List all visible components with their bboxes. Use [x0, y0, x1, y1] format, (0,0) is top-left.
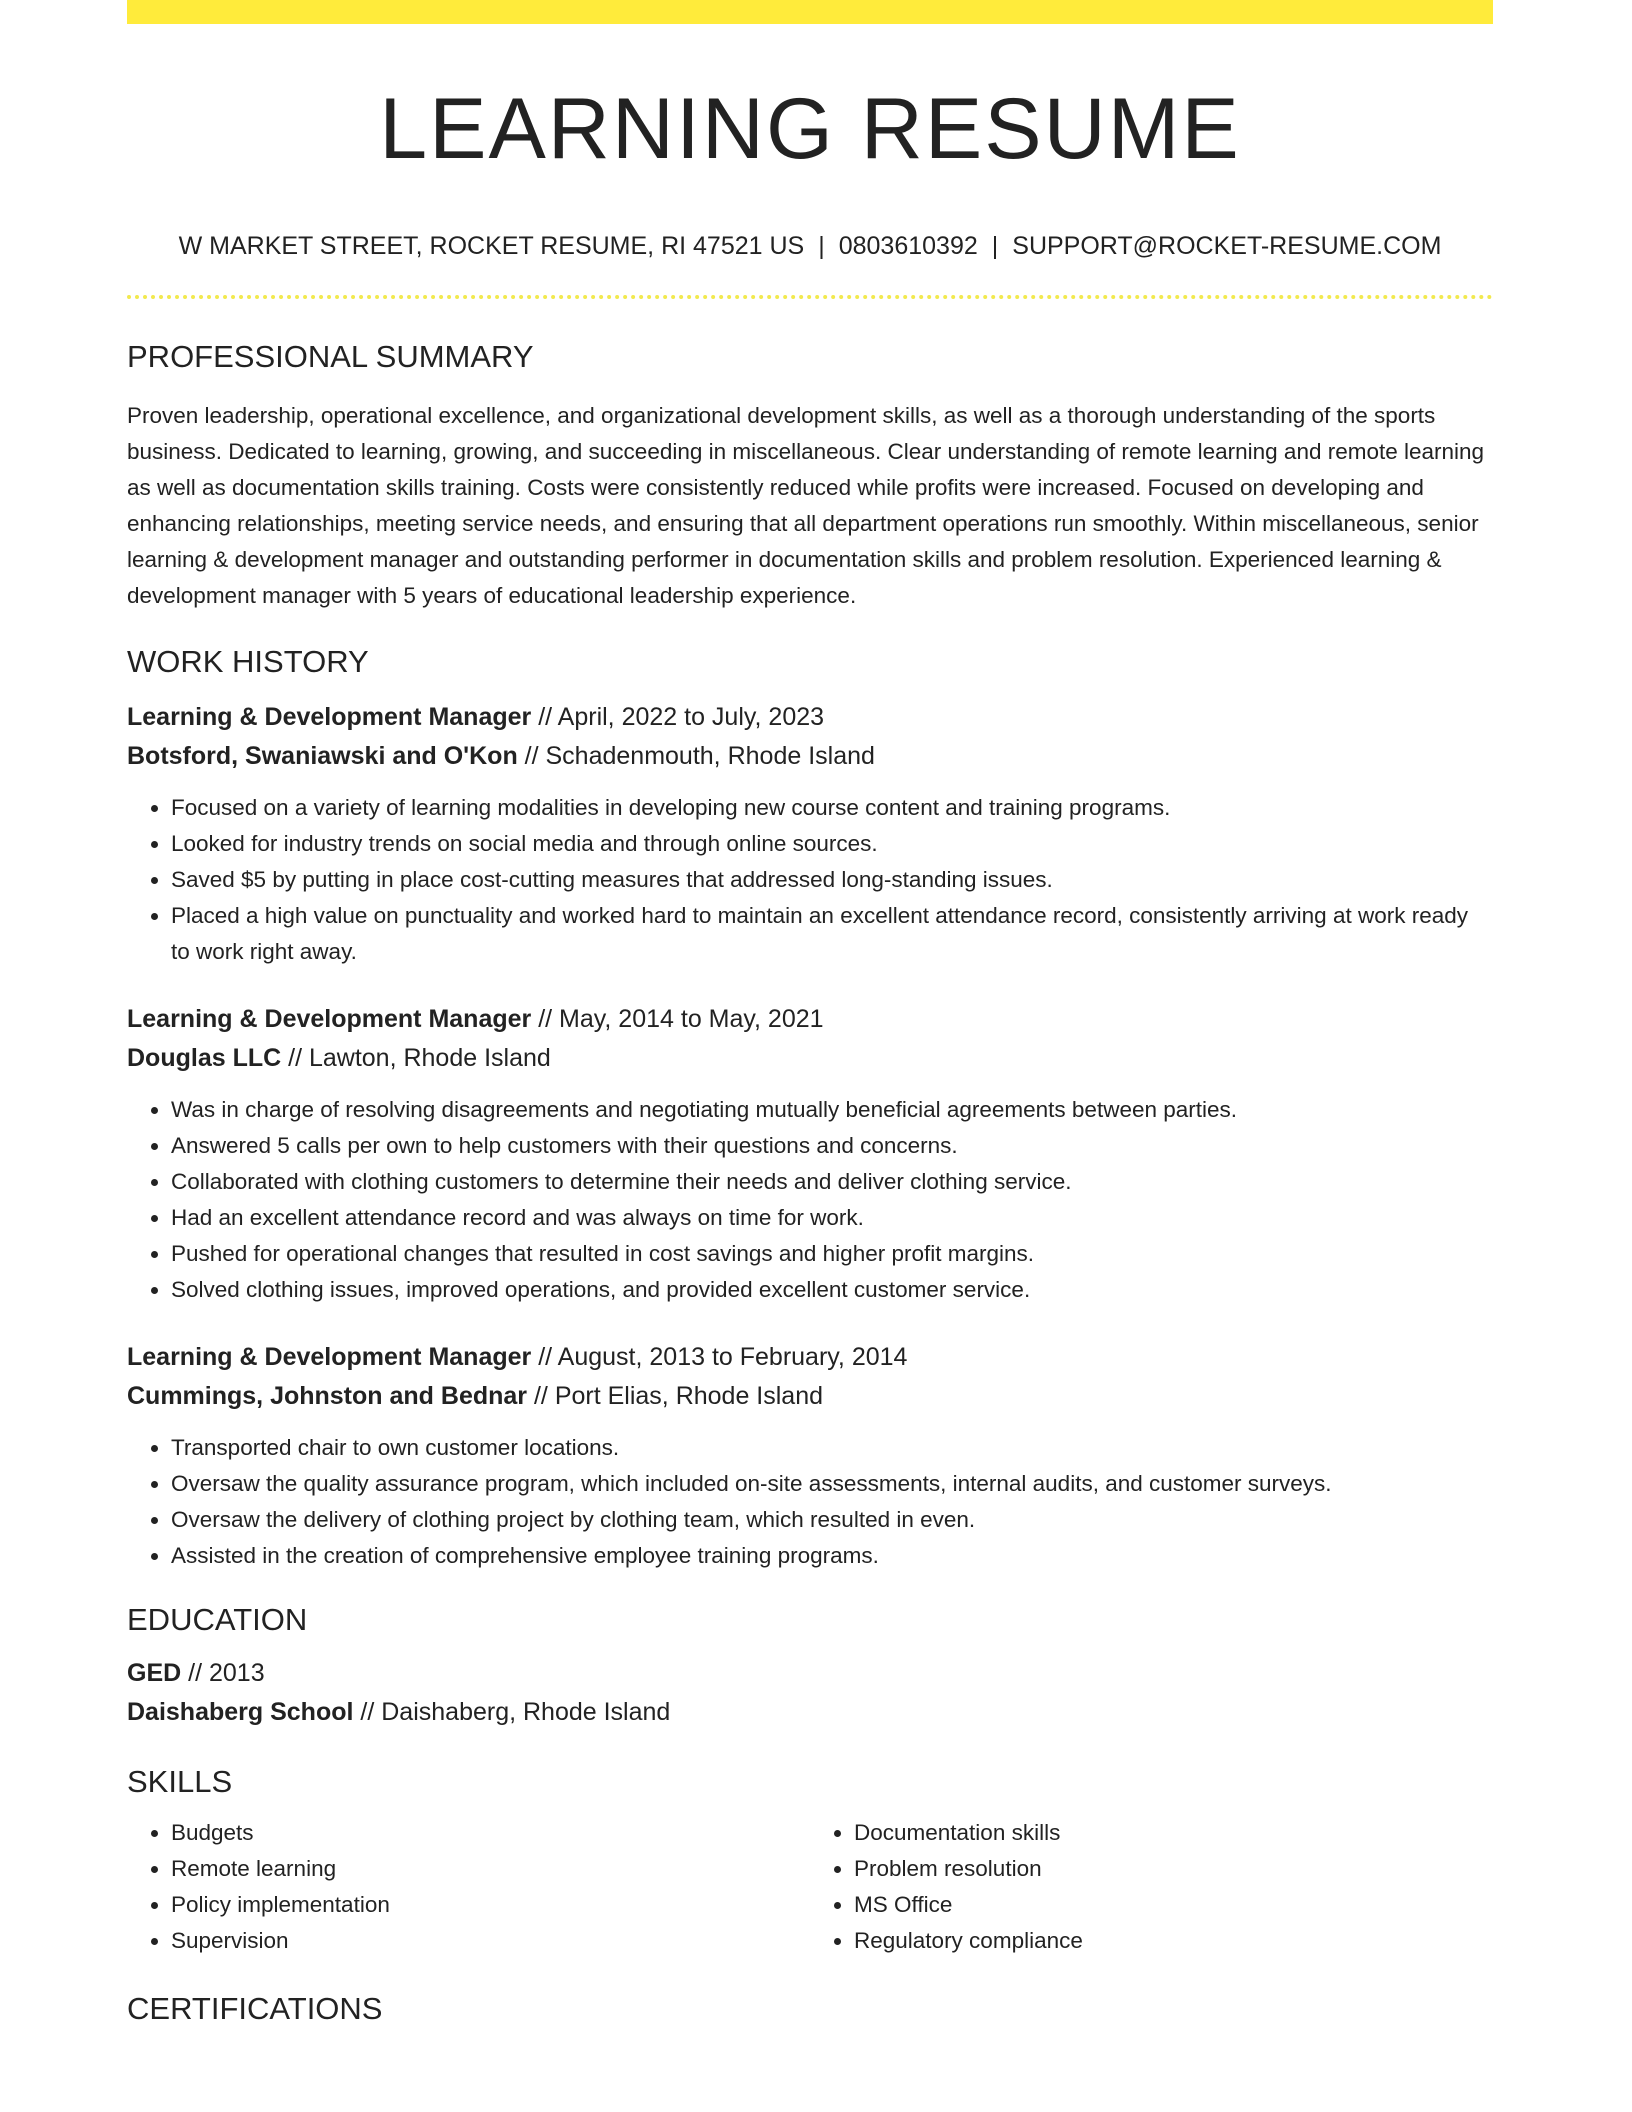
list-item: • Oversaw the delivery of clothing project by clothing team, which resulted in even. — [171, 1502, 1493, 1538]
job-company: Cummings, Johnston and Bednar — [127, 1382, 528, 1410]
job-role: Learning & Development Manager — [127, 703, 532, 731]
education-year: // 2013 — [188, 1659, 265, 1687]
job-entry — [127, 1000, 1493, 1308]
dotted-divider — [127, 295, 1493, 299]
email: SUPPORT@ROCKET-RESUME.COM — [1012, 232, 1442, 260]
job-dates: // May, 2014 to May, 2021 — [538, 1005, 824, 1033]
job-role: Learning & Development Manager — [127, 1343, 532, 1371]
section-title-certifications: CERTIFICATIONS — [127, 1991, 383, 2026]
contact-line — [127, 234, 1493, 259]
education-school-line — [127, 1693, 1493, 1732]
list-item: • Oversaw the quality assurance program, which included on-site assessments, internal audits, and customer surveys. — [171, 1466, 1493, 1502]
list-item: • Transported chair to own customer locations. — [171, 1430, 1493, 1466]
education-entry — [127, 1654, 1493, 1732]
job-company-line — [127, 737, 1493, 776]
list-item: • Had an excellent attendance record and was always on time for work. — [171, 1200, 1493, 1236]
list-item: • Collaborated with clothing customers to determine their needs and deliver clothing service. — [171, 1164, 1493, 1200]
list-item: • Remote learning — [171, 1851, 810, 1887]
separator: | — [818, 232, 825, 260]
job-role: Learning & Development Manager — [127, 1005, 532, 1033]
education-degree: GED — [127, 1659, 182, 1687]
job-entry — [127, 1338, 1493, 1574]
work-history — [127, 698, 1493, 1574]
job-dates: // August, 2013 to February, 2014 — [538, 1343, 908, 1371]
section-title-education: EDUCATION — [127, 1602, 308, 1637]
job-bullets — [127, 1092, 1493, 1308]
list-item: • Assisted in the creation of comprehensive employee training programs. — [171, 1538, 1493, 1574]
skills-list — [127, 1815, 1493, 1959]
list-item: • Answered 5 calls per own to help customers with their questions and concerns. — [171, 1128, 1493, 1164]
job-company-line — [127, 1377, 1493, 1416]
skills-column-right — [810, 1815, 1493, 1959]
section-title-work: WORK HISTORY — [127, 644, 369, 679]
list-item: • Solved clothing issues, improved operations, and provided excellent customer service. — [171, 1272, 1493, 1308]
list-item: • MS Office — [854, 1887, 1493, 1923]
top-accent-bar — [127, 0, 1493, 24]
job-company: Botsford, Swaniawski and O'Kon — [127, 742, 518, 770]
job-entry — [127, 698, 1493, 970]
section-title-skills: SKILLS — [127, 1764, 233, 1799]
education-location: // Daishaberg, Rhode Island — [360, 1698, 671, 1726]
summary-text: Proven leadership, operational excellence, and organizational development skills, as well as a thorough understanding of the sports business. Dedicated to learning, growing, and succeeding in miscellaneous. Clear understanding of remote learning and remote learning as well as documentation skills training. Costs were consistently reduced while profits were increased. Focused on developing and enhancing relationships, meeting service needs, and ensuring that all department operations run smoothly. Within miscellaneous, senior learning & development manager and outstanding performer in documentation skills and problem resolution. Experienced learning & development manager with 5 years of educational leadership experience. — [127, 403, 1485, 608]
job-bullets — [127, 790, 1493, 970]
list-item: • Regulatory compliance — [854, 1923, 1493, 1959]
address: W MARKET STREET, ROCKET RESUME, RI 47521 US — [178, 232, 805, 260]
section-title-summary: PROFESSIONAL SUMMARY — [127, 339, 534, 374]
list-item: • Saved $5 by putting in place cost-cutting measures that addressed long-standing issues. — [171, 862, 1493, 898]
resume-title: LEARNING RESUME — [379, 81, 1241, 177]
job-role-line — [127, 1000, 1493, 1039]
job-location: // Lawton, Rhode Island — [288, 1044, 551, 1072]
education-school: Daishaberg School — [127, 1698, 354, 1726]
list-item: • Documentation skills — [854, 1815, 1493, 1851]
list-item: • Policy implementation — [171, 1887, 810, 1923]
skills-column-left — [127, 1815, 810, 1959]
job-role-line — [127, 1338, 1493, 1377]
job-company: Douglas LLC — [127, 1044, 282, 1072]
list-item: • Supervision — [171, 1923, 810, 1959]
job-location: // Schadenmouth, Rhode Island — [524, 742, 875, 770]
list-item: • Placed a high value on punctuality and worked hard to maintain an excellent attendance record, consistently arriving at work ready to work right away. — [171, 898, 1493, 970]
resume-page — [127, 0, 1493, 2024]
list-item: • Was in charge of resolving disagreements and negotiating mutually beneficial agreements between parties. — [171, 1092, 1493, 1128]
list-item: • Budgets — [171, 1815, 810, 1851]
job-dates: // April, 2022 to July, 2023 — [538, 703, 825, 731]
list-item: • Pushed for operational changes that resulted in cost savings and higher profit margins. — [171, 1236, 1493, 1272]
job-role-line — [127, 698, 1493, 737]
list-item: • Problem resolution — [854, 1851, 1493, 1887]
job-location: // Port Elias, Rhode Island — [533, 1382, 824, 1410]
list-item: • Looked for industry trends on social media and through online sources. — [171, 826, 1493, 862]
phone: 0803610392 — [838, 232, 978, 260]
list-item: • Focused on a variety of learning modalities in developing new course content and training programs. — [171, 790, 1493, 826]
job-bullets — [127, 1430, 1493, 1574]
separator: | — [991, 232, 999, 260]
education-degree-line — [127, 1654, 1493, 1693]
job-company-line — [127, 1039, 1493, 1078]
